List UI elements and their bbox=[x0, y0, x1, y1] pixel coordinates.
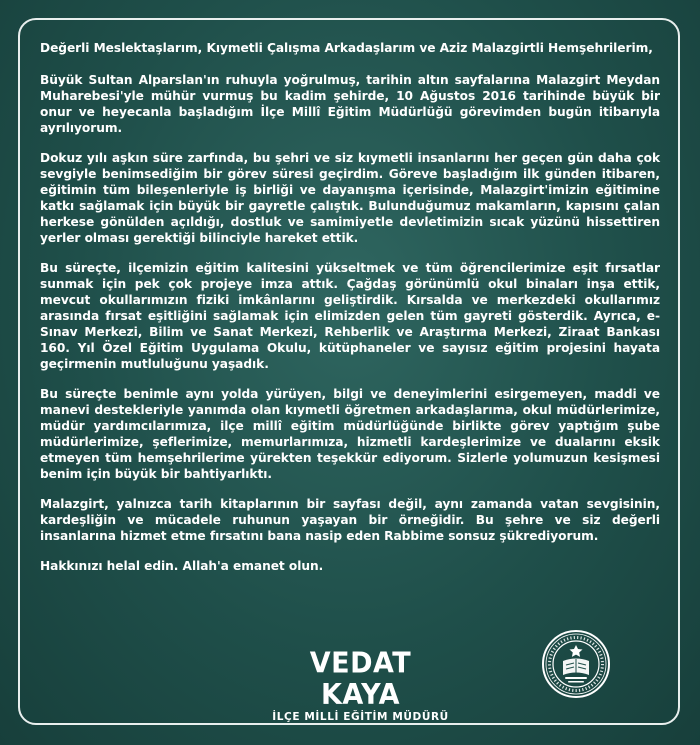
letter-paragraph-1: Büyük Sultan Alparslan'ın ruhuyla yoğrulmuş, tarihin altın sayfalarına Malazgirt Meydan Muharebesi'yle mühür vurmuş bu kadim şehirde, 10 Ağustos 2016 tarihinde büyük bir onur ve heyecanla başladığım İlçe Millî Eğitim Müdürlüğü görevimden bugün itibarıyla ayrılıyorum. bbox=[40, 73, 660, 135]
letter-paragraph-3: Bu süreçte, ilçemizin eğitim kalitesini yükseltmek ve tüm öğrencilerimize eşit fırsatlar sunmak için pek çok projeye imza attık. Çağdaş görünümlü okul binaları inşa ettik, mevcut okullarımızın fiziki imkânlarını geliştirdik. Kırsalda ve merkezdeki okullarımız arasında fırsat eşitliğini sağlamak için elimizden gelen tüm gayreti gösterdik. Ayrıca, e-Sınav Merkezi, Bilim ve Sanat Merkezi, Rehberlik ve Araştırma Merkezi, Ziraat Bankası 160. Yıl Özel Eğitim Uygulama Okulu, kütüphaneler ve sayısız eğitim projesini hayata geçirmenin mutluluğunu yaşadık. bbox=[40, 261, 660, 371]
letter-greeting: Değerli Meslektaşlarım, Kıymetli Çalışma Arkadaşlarım ve Aziz Malazgirtli Hemşehrilerim, bbox=[40, 41, 653, 55]
letter-closing: Hakkınızı helal edin. Allah'a emanet olun. bbox=[40, 559, 324, 573]
letter-body bbox=[40, 40, 660, 588]
letter-paragraph-4: Bu süreçte benimle aynı yolda yürüyen, bilgi ve deneyimlerini esirgemeyen, maddi ve manevi destekleriyle yanımda olan kıymetli öğretmen arkadaşlarıma, okul müdürlerimize, müdür yardımcılarımıza, ilçe millî eğitim müdürlüğünde birlikte görev yaptığım şube müdürlerimize, şeflerimize, memurlarımıza, hizmetli kardeşlerimize ve dualarını eksik etmeyen tüm hemşehrilerime yürekten teşekkür ediyorum. Sizlerle yolumuzun kesişmesi benim için büyük bir bahtiyarlıktı. bbox=[40, 387, 660, 481]
letter-paragraph-5: Malazgirt, yalnızca tarih kitaplarının bir sayfası değil, aynı zamanda vatan sevgisinin, kardeşliğin ve mücadele ruhunun yaşayan bir örneğidir. Bu şehre ve siz değerli insanlarına hizmet etme fırsatını bana nasip eden Rabbime sonsuz şükrediyorum. bbox=[40, 497, 660, 543]
signature-name: VEDAT KAYA bbox=[309, 647, 412, 712]
letter-paragraph-2: Dokuz yılı aşkın süre zarfında, bu şehri ve siz kıymetli insanlarını her geçen gün daha çok sevgiyle benimsediğim bir görev süresi geçirdim. Göreve başladığım ilk günden itibaren, eğitimin tüm bileşenleriyle iş birliği ve dayanışma içerisinde, Malazgirt'imizin eğitimine katkı sağlamak için büyük bir gayretle çalıştık. Bulunduğumuz makamların, kapısını çalan herkese gönülden açıldığı, dostluk ve samimiyetle devletimizin sıcak yüzünü hissettiren yerler olması gerektiği bilinciyle hareket ettik. bbox=[40, 151, 660, 245]
ministry-of-education-seal-icon bbox=[541, 629, 611, 699]
signature-block bbox=[268, 647, 453, 724]
signature-title: İLÇE MİLLİ EĞİTİM MÜDÜRÜ bbox=[272, 711, 449, 723]
